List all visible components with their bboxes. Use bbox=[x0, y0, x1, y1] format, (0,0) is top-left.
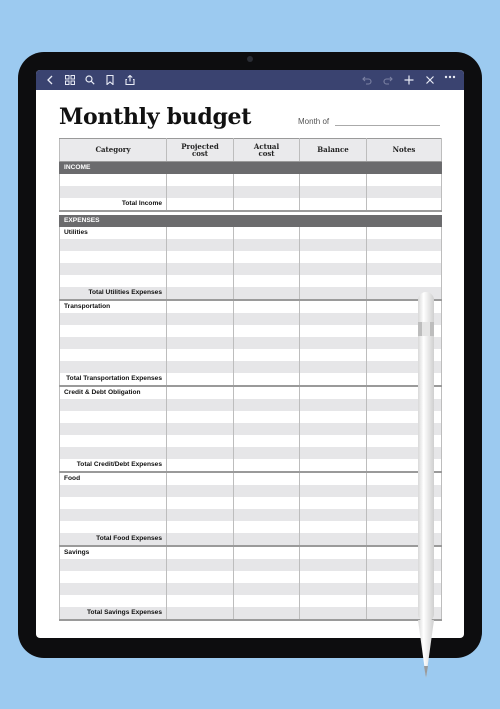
table-row bbox=[60, 239, 442, 251]
table-cell[interactable] bbox=[234, 447, 300, 459]
total-cell[interactable] bbox=[300, 373, 367, 386]
table-cell[interactable] bbox=[60, 521, 167, 533]
table-cell[interactable] bbox=[300, 275, 367, 287]
table-row bbox=[60, 361, 442, 373]
total-cell[interactable] bbox=[167, 607, 234, 620]
table-cell[interactable] bbox=[167, 559, 234, 571]
table-cell[interactable] bbox=[300, 174, 367, 186]
table-row bbox=[60, 174, 442, 186]
top-toolbar bbox=[36, 70, 464, 90]
total-cell[interactable] bbox=[167, 373, 234, 386]
table-cell[interactable] bbox=[167, 423, 234, 435]
total-cell[interactable] bbox=[300, 607, 367, 620]
table-cell[interactable] bbox=[300, 349, 367, 361]
table-cell[interactable] bbox=[60, 595, 167, 607]
table-cell[interactable] bbox=[60, 509, 167, 521]
table-cell[interactable] bbox=[167, 361, 234, 373]
table-cell[interactable] bbox=[60, 571, 167, 583]
table-row bbox=[60, 509, 442, 521]
table-row bbox=[60, 349, 442, 361]
total-cell[interactable] bbox=[234, 198, 300, 211]
group-header-row bbox=[60, 472, 442, 485]
header-row bbox=[60, 139, 442, 162]
table-cell[interactable] bbox=[300, 583, 367, 595]
table-cell[interactable] bbox=[234, 559, 300, 571]
col-header-category: Category bbox=[60, 139, 167, 162]
section-label: INCOME bbox=[60, 162, 442, 175]
table-cell[interactable] bbox=[300, 447, 367, 459]
table-cell[interactable] bbox=[167, 485, 234, 497]
table-cell[interactable] bbox=[167, 546, 234, 559]
total-cell[interactable] bbox=[234, 533, 300, 546]
total-label: Total Credit/Debt Expenses bbox=[60, 459, 167, 472]
table-cell[interactable] bbox=[167, 472, 234, 485]
table-cell[interactable] bbox=[300, 251, 367, 263]
page-title: Monthly budget bbox=[59, 104, 252, 130]
table-cell[interactable] bbox=[167, 386, 234, 399]
table-row bbox=[60, 435, 442, 447]
table-row bbox=[60, 251, 442, 263]
table-cell[interactable] bbox=[300, 386, 367, 399]
group-name: Food bbox=[60, 472, 167, 485]
total-cell[interactable] bbox=[167, 459, 234, 472]
table-row bbox=[60, 559, 442, 571]
table-cell[interactable] bbox=[300, 571, 367, 583]
month-label: Month of bbox=[298, 117, 330, 126]
search-icon[interactable] bbox=[82, 72, 98, 88]
total-cell[interactable] bbox=[234, 459, 300, 472]
screen bbox=[36, 70, 464, 638]
table-cell[interactable] bbox=[167, 325, 234, 337]
table-row bbox=[60, 313, 442, 325]
total-cell[interactable] bbox=[300, 198, 367, 211]
table-cell[interactable] bbox=[167, 251, 234, 263]
table-cell[interactable] bbox=[234, 423, 300, 435]
table-cell[interactable] bbox=[367, 239, 442, 251]
group-header-row bbox=[60, 546, 442, 559]
group-header-row bbox=[60, 227, 442, 239]
table-cell[interactable] bbox=[234, 386, 300, 399]
total-cell[interactable] bbox=[167, 533, 234, 546]
table-cell[interactable] bbox=[60, 435, 167, 447]
table-cell[interactable] bbox=[234, 472, 300, 485]
table-cell[interactable] bbox=[234, 325, 300, 337]
table-cell[interactable] bbox=[300, 337, 367, 349]
table-cell[interactable] bbox=[167, 497, 234, 509]
month-input-line[interactable] bbox=[335, 125, 440, 126]
apple-pencil bbox=[414, 290, 438, 680]
table-cell[interactable] bbox=[300, 435, 367, 447]
table-row bbox=[60, 399, 442, 411]
group-name: Savings bbox=[60, 546, 167, 559]
table-cell[interactable] bbox=[60, 186, 167, 198]
table-cell[interactable] bbox=[234, 571, 300, 583]
table-cell[interactable] bbox=[234, 186, 300, 198]
total-cell[interactable] bbox=[300, 287, 367, 300]
table-cell[interactable] bbox=[167, 313, 234, 325]
group-name: Transportation bbox=[60, 300, 167, 313]
table-cell[interactable] bbox=[234, 251, 300, 263]
table-cell[interactable] bbox=[167, 583, 234, 595]
total-label: Total Income bbox=[60, 198, 167, 211]
table-row bbox=[60, 325, 442, 337]
col-header-actual: Actual cost bbox=[234, 139, 300, 162]
table-cell[interactable] bbox=[300, 186, 367, 198]
table-cell[interactable] bbox=[234, 583, 300, 595]
table-cell[interactable] bbox=[167, 337, 234, 349]
total-row bbox=[60, 287, 442, 300]
table-cell[interactable] bbox=[60, 583, 167, 595]
table-cell[interactable] bbox=[300, 239, 367, 251]
table-row bbox=[60, 497, 442, 509]
table-cell[interactable] bbox=[167, 186, 234, 198]
total-row bbox=[60, 198, 442, 211]
table-cell[interactable] bbox=[60, 337, 167, 349]
table-cell[interactable] bbox=[234, 263, 300, 275]
table-cell[interactable] bbox=[300, 300, 367, 313]
total-label: Total Utilities Expenses bbox=[60, 287, 167, 300]
col-header-balance: Balance bbox=[300, 139, 367, 162]
table-cell[interactable] bbox=[234, 399, 300, 411]
table-cell[interactable] bbox=[167, 263, 234, 275]
table-cell[interactable] bbox=[60, 239, 167, 251]
table-cell[interactable] bbox=[60, 349, 167, 361]
table-cell[interactable] bbox=[300, 423, 367, 435]
grid-icon[interactable] bbox=[62, 72, 78, 88]
table-cell[interactable] bbox=[367, 251, 442, 263]
total-cell[interactable] bbox=[234, 287, 300, 300]
group-header-row bbox=[60, 386, 442, 399]
total-row bbox=[60, 459, 442, 472]
table-cell[interactable] bbox=[167, 174, 234, 186]
table-cell[interactable] bbox=[60, 411, 167, 423]
redo-icon[interactable] bbox=[380, 72, 396, 88]
table-row bbox=[60, 423, 442, 435]
table-cell[interactable] bbox=[234, 174, 300, 186]
table-cell[interactable] bbox=[60, 423, 167, 435]
table-cell[interactable] bbox=[367, 275, 442, 287]
table-cell[interactable] bbox=[60, 263, 167, 275]
table-cell[interactable] bbox=[234, 546, 300, 559]
table-cell[interactable] bbox=[234, 337, 300, 349]
table-cell[interactable] bbox=[300, 546, 367, 559]
total-label: Total Savings Expenses bbox=[60, 607, 167, 620]
table-row bbox=[60, 485, 442, 497]
table-row bbox=[60, 263, 442, 275]
table-row bbox=[60, 447, 442, 459]
total-cell[interactable] bbox=[234, 373, 300, 386]
table-cell[interactable] bbox=[300, 361, 367, 373]
total-row bbox=[60, 533, 442, 546]
table-cell[interactable] bbox=[60, 399, 167, 411]
table-cell[interactable] bbox=[367, 174, 442, 186]
table-cell[interactable] bbox=[60, 174, 167, 186]
table-cell[interactable] bbox=[167, 227, 234, 239]
table-cell[interactable] bbox=[300, 399, 367, 411]
table-cell[interactable] bbox=[300, 313, 367, 325]
table-cell[interactable] bbox=[60, 361, 167, 373]
table-cell[interactable] bbox=[167, 275, 234, 287]
table-cell[interactable] bbox=[300, 263, 367, 275]
table-cell[interactable] bbox=[167, 571, 234, 583]
table-cell[interactable] bbox=[167, 349, 234, 361]
share-icon[interactable] bbox=[122, 72, 138, 88]
group-name: Credit & Debt Obligation bbox=[60, 386, 167, 399]
table-cell[interactable] bbox=[300, 485, 367, 497]
table-cell[interactable] bbox=[60, 275, 167, 287]
table-cell[interactable] bbox=[60, 313, 167, 325]
table-cell[interactable] bbox=[234, 509, 300, 521]
table-cell[interactable] bbox=[300, 325, 367, 337]
table-cell[interactable] bbox=[300, 559, 367, 571]
total-row bbox=[60, 373, 442, 386]
table-cell[interactable] bbox=[234, 239, 300, 251]
table-cell[interactable] bbox=[167, 300, 234, 313]
table-cell[interactable] bbox=[234, 595, 300, 607]
table-cell[interactable] bbox=[167, 447, 234, 459]
back-icon[interactable] bbox=[42, 72, 58, 88]
total-cell[interactable] bbox=[300, 459, 367, 472]
table-cell[interactable] bbox=[234, 349, 300, 361]
table-cell[interactable] bbox=[167, 399, 234, 411]
col-header-projected: Projected cost bbox=[167, 139, 234, 162]
table-cell[interactable] bbox=[234, 227, 300, 239]
table-cell[interactable] bbox=[167, 435, 234, 447]
table-cell[interactable] bbox=[60, 559, 167, 571]
table-row bbox=[60, 595, 442, 607]
total-row bbox=[60, 607, 442, 620]
section-label: EXPENSES bbox=[60, 215, 442, 227]
table-cell[interactable] bbox=[167, 509, 234, 521]
add-icon[interactable] bbox=[401, 72, 417, 88]
camera bbox=[247, 56, 253, 62]
table-cell[interactable] bbox=[167, 595, 234, 607]
table-cell[interactable] bbox=[60, 447, 167, 459]
table-cell[interactable] bbox=[234, 435, 300, 447]
expenses-section-header bbox=[60, 215, 442, 227]
col-header-notes: Notes bbox=[367, 139, 442, 162]
table-cell[interactable] bbox=[60, 325, 167, 337]
table-cell[interactable] bbox=[300, 411, 367, 423]
more-icon[interactable] bbox=[442, 72, 458, 88]
group-name: Utilities bbox=[60, 227, 167, 239]
income-section-header bbox=[60, 162, 442, 175]
table-row bbox=[60, 583, 442, 595]
table-row bbox=[60, 186, 442, 198]
table-cell[interactable] bbox=[234, 361, 300, 373]
table-cell[interactable] bbox=[367, 227, 442, 239]
table-cell[interactable] bbox=[234, 497, 300, 509]
table-cell[interactable] bbox=[167, 411, 234, 423]
total-cell[interactable] bbox=[167, 287, 234, 300]
table-cell[interactable] bbox=[300, 509, 367, 521]
table-cell[interactable] bbox=[300, 227, 367, 239]
close-icon[interactable] bbox=[422, 72, 438, 88]
table-cell[interactable] bbox=[300, 472, 367, 485]
table-cell[interactable] bbox=[300, 497, 367, 509]
table-row bbox=[60, 337, 442, 349]
total-cell[interactable] bbox=[167, 198, 234, 211]
total-label: Total Food Expenses bbox=[60, 533, 167, 546]
total-cell[interactable] bbox=[234, 607, 300, 620]
table-cell[interactable] bbox=[367, 186, 442, 198]
table-cell[interactable] bbox=[234, 313, 300, 325]
table-cell[interactable] bbox=[60, 251, 167, 263]
table-cell[interactable] bbox=[234, 521, 300, 533]
table-cell[interactable] bbox=[300, 521, 367, 533]
table-cell[interactable] bbox=[167, 521, 234, 533]
table-cell[interactable] bbox=[367, 263, 442, 275]
bookmark-icon[interactable] bbox=[102, 72, 118, 88]
table-row bbox=[60, 411, 442, 423]
budget-table bbox=[59, 138, 442, 621]
table-cell[interactable] bbox=[234, 411, 300, 423]
table-cell[interactable] bbox=[60, 497, 167, 509]
table-row bbox=[60, 571, 442, 583]
total-label: Total Transportation Expenses bbox=[60, 373, 167, 386]
total-cell[interactable] bbox=[300, 533, 367, 546]
table-row bbox=[60, 275, 442, 287]
table-cell[interactable] bbox=[234, 275, 300, 287]
table-cell[interactable] bbox=[167, 239, 234, 251]
table-cell[interactable] bbox=[234, 300, 300, 313]
undo-icon[interactable] bbox=[359, 72, 375, 88]
table-cell[interactable] bbox=[60, 485, 167, 497]
total-cell[interactable] bbox=[367, 198, 442, 211]
group-header-row bbox=[60, 300, 442, 313]
table-row bbox=[60, 521, 442, 533]
table-cell[interactable] bbox=[234, 485, 300, 497]
table-cell[interactable] bbox=[300, 595, 367, 607]
